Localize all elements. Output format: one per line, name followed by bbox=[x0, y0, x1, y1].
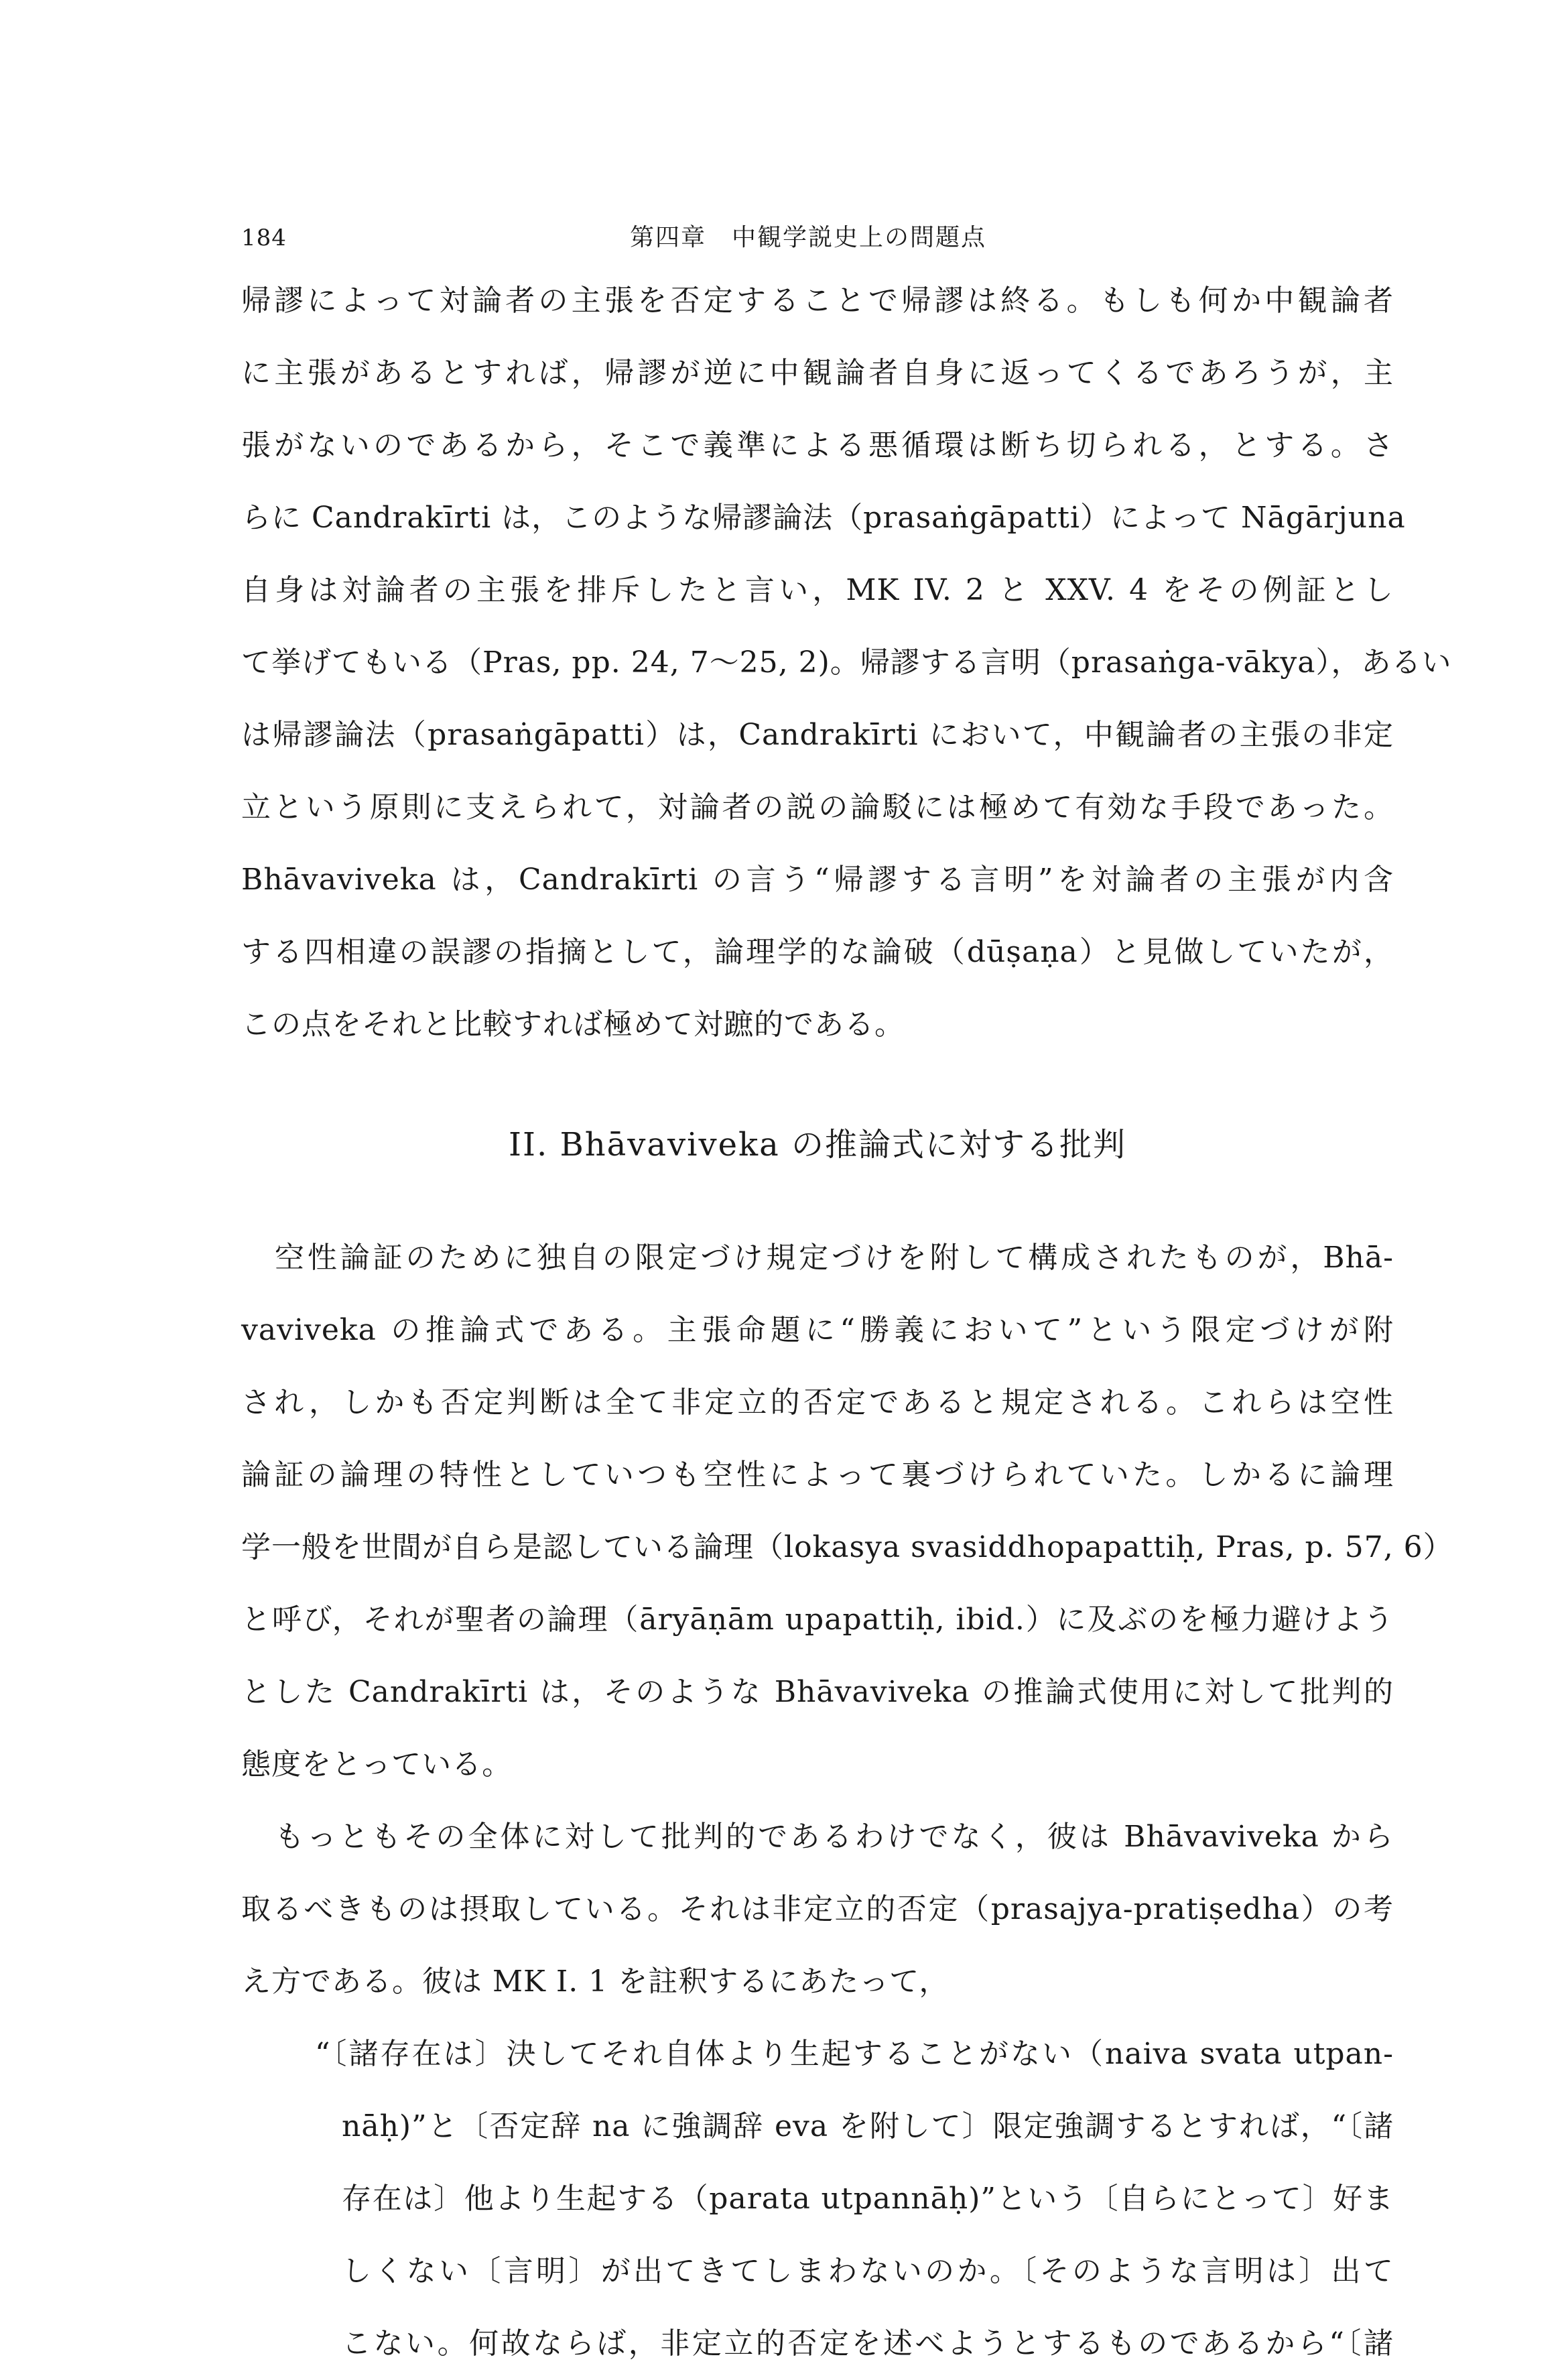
text-line: は帰謬論法（prasaṅgāpatti）は，Candrakīrti において，中観論者の主張の非定 bbox=[241, 718, 1394, 752]
text-line: 帰謬によって対論者の主張を否定することで帰謬は終る。もしも何か中観論者 bbox=[241, 284, 1394, 318]
quote-line: “〔諸存在は〕決してそれ自体より生起することがない（naiva svata utpan- bbox=[315, 2037, 1394, 2071]
text-line: この点をそれと比較すれば極めて対蹠的である。 bbox=[241, 1007, 905, 1042]
text-line: もっともその全体に対して批判的であるわけでなく，彼は Bhāvaviveka から bbox=[275, 1820, 1394, 1854]
text-line: て挙げてもいる（Pras, pp. 24, 7〜25, 2)。帰謬する言明（prasaṅga-vākya），あるい bbox=[241, 645, 1452, 680]
text-line: され，しかも否定判断は全て非定立的否定であると規定される。これらは空性 bbox=[241, 1385, 1394, 1420]
text-line: に主張があるとすれば，帰謬が逆に中観論者自身に返ってくるであろうが，主 bbox=[241, 356, 1394, 390]
text-line: Bhāvaviveka は，Candrakīrti の言う“帰謬する言明”を対論者の主張が内含 bbox=[241, 863, 1394, 897]
quote-line: しくない〔言明〕が出てきてしまわないのか。〔そのような言明は〕出て bbox=[342, 2254, 1394, 2288]
page-number: 184 bbox=[241, 225, 287, 251]
text-line: 張がないのであるから，そこで義準による悪循環は断ち切られる，とする。さ bbox=[241, 428, 1394, 462]
quote-line: 存在は〕他より生起する（parata utpannāḥ)”という〔自らにとって〕好ま bbox=[342, 2182, 1394, 2216]
body-text bbox=[241, 265, 1453, 2380]
text-line: と呼び，それが聖者の論理（āryāṇām upapattiḥ, ibid.）に及ぶのを極力避けよう bbox=[241, 1603, 1394, 1637]
text-line: 論証の論理の特性としていつも空性によって裏づけられていた。しかるに論理 bbox=[241, 1458, 1394, 1492]
text-line: 自身は対論者の主張を排斥したと言い，MK IV. 2 と XXV. 4 をその例証とし bbox=[241, 573, 1394, 607]
quote-line: nāḥ)”と〔否定辞 na に強調辞 eva を附して〕限定強調するとすれば，“〔諸 bbox=[342, 2109, 1394, 2143]
text-line: 取るべきものは摂取している。それは非定立的否定（prasajya-pratiṣedha）の考 bbox=[241, 1892, 1394, 1926]
paragraph-3 bbox=[241, 1801, 1394, 2018]
block-quote bbox=[241, 2018, 1394, 2380]
page-header bbox=[241, 218, 1394, 258]
quote-line: こない。何故ならば，非定立的否定を述べようとするものであるから“〔諸 bbox=[342, 2326, 1394, 2361]
paragraph-2 bbox=[241, 1222, 1453, 1801]
text-line: 立という原則に支えられて，対論者の説の論駁には極めて有効な手段であった。 bbox=[241, 790, 1394, 824]
section-heading: II. Bhāvaviveka の推論式に対する批判 bbox=[509, 1126, 1126, 1164]
paragraph-1 bbox=[241, 265, 1452, 1061]
text-line: らに Candrakīrti は，このような帰謬論法（prasaṅgāpatti）によって Nāgārjuna bbox=[241, 501, 1406, 535]
text-line: とした Candrakīrti は，そのような Bhāvaviveka の推論式使用に対して批判的 bbox=[241, 1675, 1394, 1709]
text-line: 学一般を世間が自ら是認している論理（lokasya svasiddhopapattiḥ, Pras, p. 57, 6） bbox=[241, 1530, 1453, 1564]
running-head: 第四章 中観学説史上の問題点 bbox=[630, 224, 987, 251]
text-line: vaviveka の推論式である。主張命題に“勝義において”という限定づけが附 bbox=[241, 1313, 1394, 1347]
text-line: 態度をとっている。 bbox=[241, 1747, 513, 1781]
text-line: え方である。彼は MK I. 1 を註釈するにあたって， bbox=[241, 1964, 950, 1999]
text-line: 空性論証のために独自の限定づけ規定づけを附して構成されたものが，Bhā- bbox=[275, 1241, 1394, 1275]
text-line: する四相違の誤謬の指摘として，論理学的な論破（dūṣaṇa）と見做していたが， bbox=[241, 935, 1394, 969]
